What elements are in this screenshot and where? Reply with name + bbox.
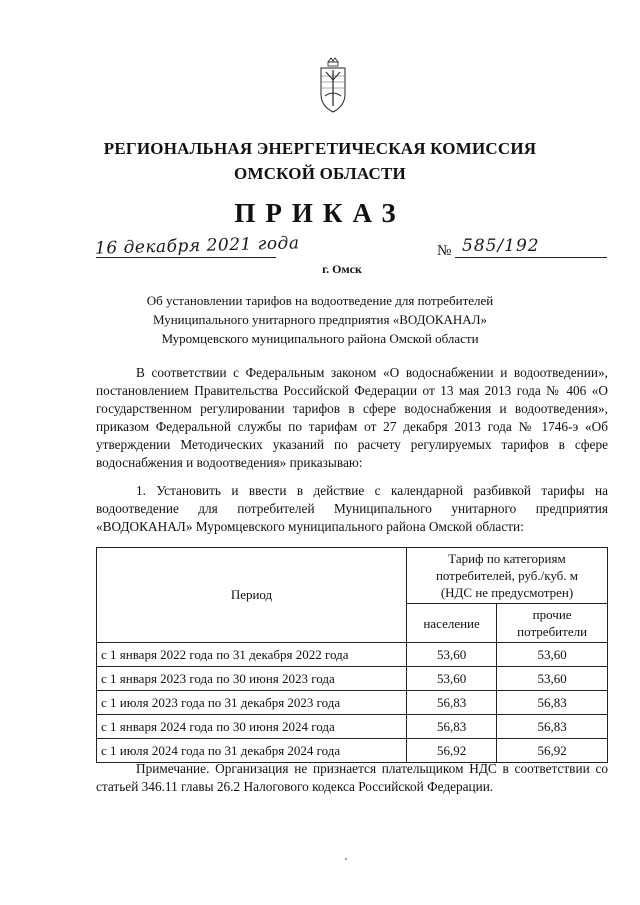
header-other-line2: потребители (517, 624, 588, 639)
number-underline (455, 257, 607, 258)
table-row (97, 739, 608, 763)
date-underline (96, 257, 276, 258)
scan-speck (345, 858, 347, 860)
header-other-line1: прочие (532, 607, 572, 622)
city-label: г. Омск (322, 262, 362, 276)
subject-line1: Об установлении тарифов на водоотведение для потребителей (146, 293, 494, 308)
header-tariff-line2: потребителей, руб./куб. м (435, 568, 579, 583)
header-tariff-line1: Тариф по категориям (448, 551, 566, 566)
table-header-row (97, 548, 608, 604)
table-row (97, 643, 608, 667)
organization-name-line1: РЕГИОНАЛЬНАЯ ЭНЕРГЕТИЧЕСКАЯ КОМИССИЯ (103, 139, 537, 158)
row-other-tariff: 56,92 (497, 739, 608, 763)
order-subject (0, 291, 640, 348)
row-period: с 1 января 2024 года по 30 июня 2024 года (97, 715, 407, 739)
number-sign: № (437, 243, 452, 259)
row-period: с 1 января 2022 года по 31 декабря 2022 года (97, 643, 407, 667)
row-other-tariff: 53,60 (497, 667, 608, 691)
tariff-table (96, 547, 608, 763)
handwritten-date: 16 декабря 2021 года (94, 233, 300, 259)
header-population: население (407, 604, 497, 643)
header-tariff (407, 548, 608, 604)
clause-1-paragraph: 1. Установить и ввести в действие с календарной разбивкой тарифы на водоотведение для потребителей Муниципального унитарного предприятия «ВОДОКАНАЛ» Муромцевского муниципального района Омской области: (96, 483, 608, 534)
header-tariff-line3: (НДС не предусмотрен) (440, 585, 574, 600)
header-other-consumers (497, 604, 608, 643)
row-other-tariff: 56,83 (497, 715, 608, 739)
subject-line2: Муниципального унитарного предприятия «ВОДОКАНАЛ» (152, 312, 488, 327)
preamble-paragraph: В соответствии с Федеральным законом «О водоснабжении и водоотведении», постановлением Правительства Российской Федерации от 13 мая 2013 года № 406 «О государственном регулировании тарифов в сфере водоснабжения и водоотведения», приказом Федеральной службы по тарифам от 27 декабря 2013 года № 1746-э «Об утверждении Методических указаний по расчету регулируемых тарифов в сфере водоснабжения и водоотведения» приказываю: (96, 365, 608, 470)
table-row (97, 691, 608, 715)
row-other-tariff: 53,60 (497, 643, 608, 667)
table-row (97, 667, 608, 691)
organization-name-line2: ОМСКОЙ ОБЛАСТИ (234, 164, 406, 183)
omsk-region-coat-of-arms-icon (318, 56, 348, 116)
table-row (97, 715, 608, 739)
row-population-tariff: 56,83 (407, 715, 497, 739)
row-population-tariff: 56,92 (407, 739, 497, 763)
row-population-tariff: 56,83 (407, 691, 497, 715)
row-period: с 1 июля 2023 года по 31 декабря 2023 года (97, 691, 407, 715)
row-other-tariff: 56,83 (497, 691, 608, 715)
vat-note: Примечание. Организация не признается плательщиком НДС в соответствии со статьей 346.11 главы 26.2 Налогового кодекса Российской Федерации. (96, 761, 608, 794)
row-population-tariff: 53,60 (407, 643, 497, 667)
header-period: Период (97, 548, 407, 643)
subject-line3: Муромцевского муниципального района Омской области (161, 331, 479, 346)
row-population-tariff: 53,60 (407, 667, 497, 691)
handwritten-order-number: 585/192 (462, 236, 540, 256)
document-type-title: ПРИКАЗ (234, 198, 406, 228)
row-period: с 1 января 2023 года по 30 июня 2023 года (97, 667, 407, 691)
row-period: с 1 июля 2024 года по 31 декабря 2024 года (97, 739, 407, 763)
